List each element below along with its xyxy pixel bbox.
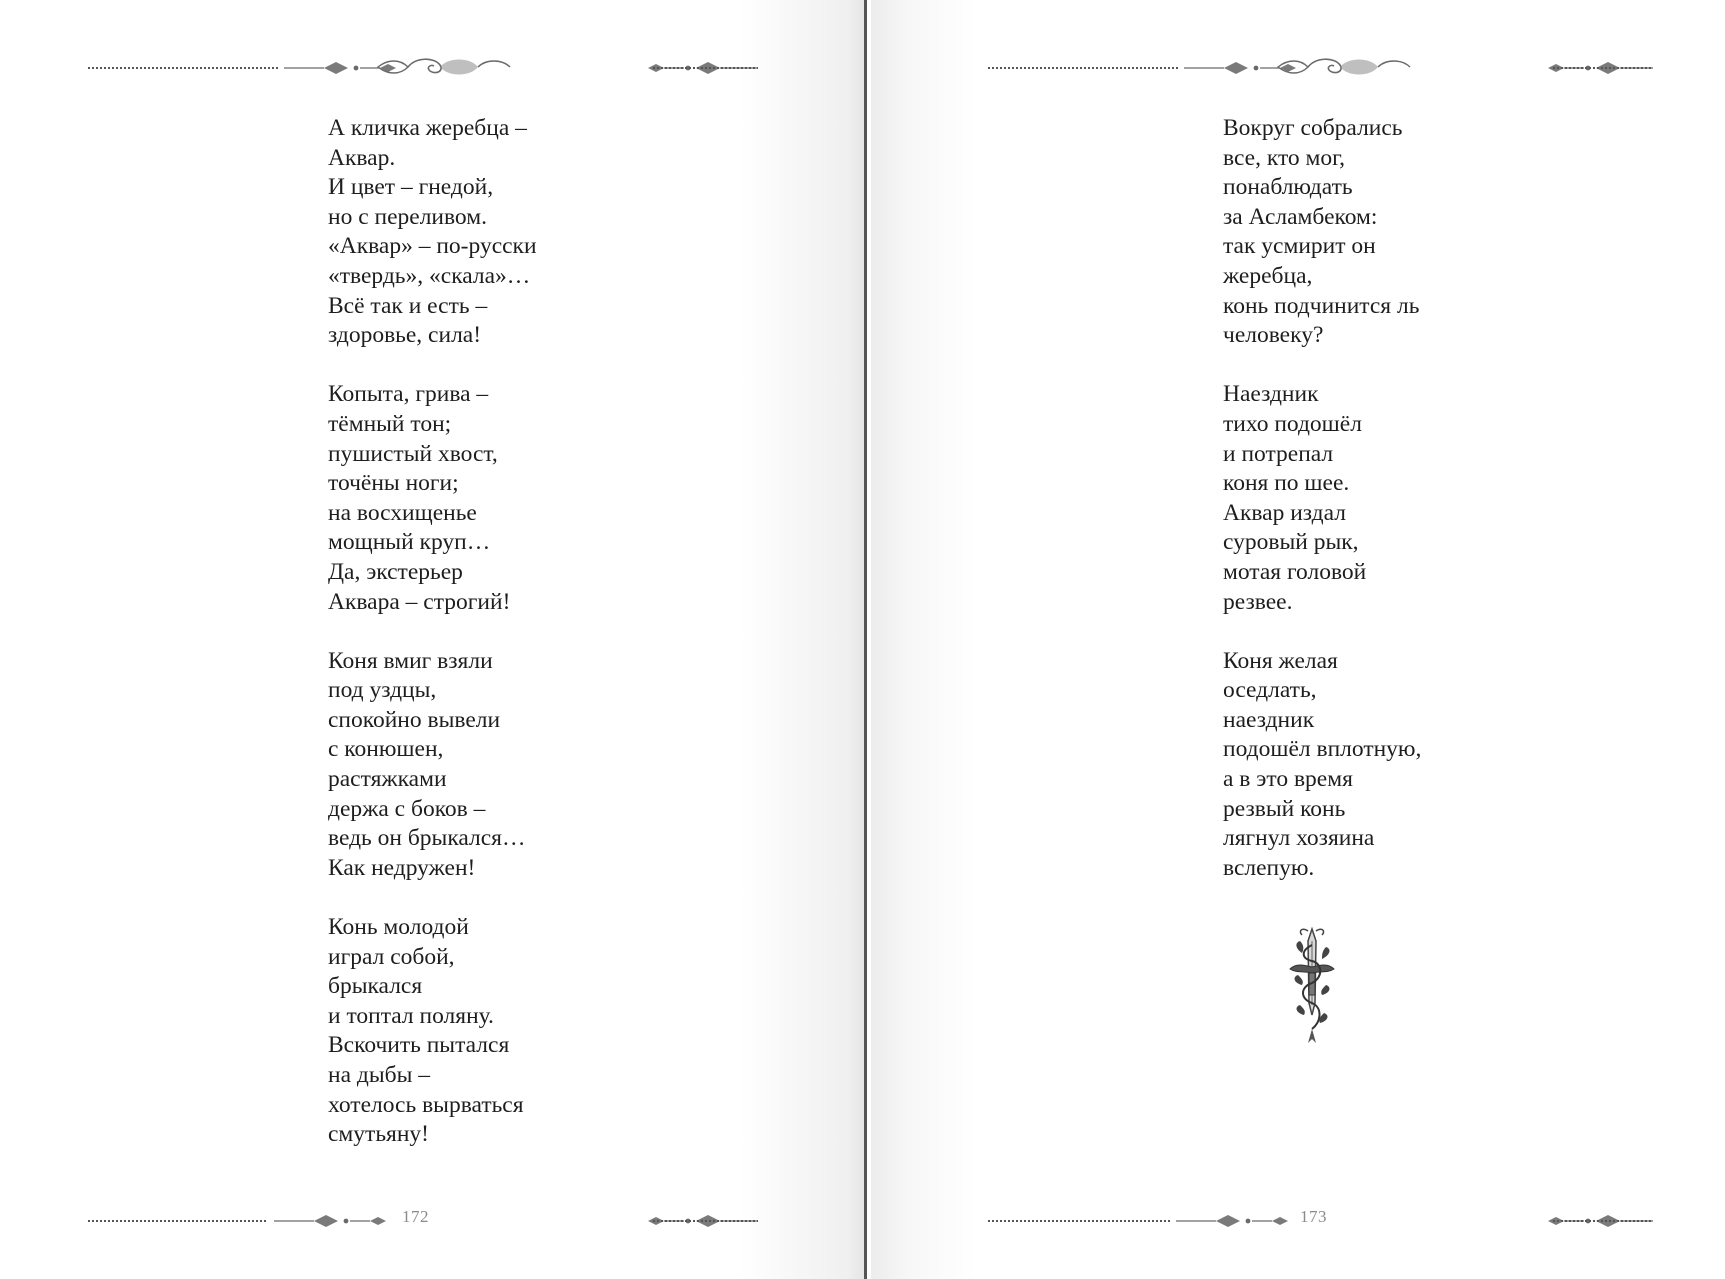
poem-line: жеребца, (1223, 262, 1313, 289)
poem-line: И цвет – гнедой, (328, 174, 494, 201)
poem-line: на дыбы – (328, 1062, 430, 1088)
poem-line: Аквара – строгий! (328, 588, 511, 615)
poem-line: А кличка жеребца – (328, 115, 527, 141)
stanza-break (1223, 351, 1421, 381)
stanza-break (328, 883, 537, 913)
poem-line: резвее. (1223, 588, 1293, 615)
poem-line: брыкался (328, 973, 423, 1000)
poem-line: тёмный тон; (328, 410, 452, 437)
poem-line: Как недружен! (328, 854, 476, 881)
poem-line: Вокруг собрались (1223, 115, 1403, 141)
poem-line: Коня желая (1223, 647, 1338, 674)
poem-line: наездник (1223, 706, 1315, 733)
poem-line: Да, экстерьер (328, 558, 463, 585)
poem-line: за Асламбеком: (1223, 203, 1378, 230)
poem-line: с конюшен, (328, 736, 444, 763)
poem-line: растяжками (328, 766, 447, 793)
poem-line: а в это время (1223, 766, 1353, 793)
poem-line: и потрепал (1223, 440, 1334, 467)
poem-line: играл собой, (328, 943, 455, 970)
poem-line: хотелось вырваться (328, 1091, 524, 1118)
poem-text-left (328, 114, 537, 1150)
poem-line: человеку? (1223, 322, 1324, 349)
poem-line: резвый конь (1223, 795, 1346, 822)
poem-line: смутьяну! (328, 1121, 429, 1148)
poem-line: держа с боков – (328, 795, 486, 822)
poem-line: коня по шее. (1223, 470, 1350, 497)
poem-text-right (1223, 114, 1421, 883)
poem-line: Наездник (1223, 381, 1319, 408)
page-number-left: 172 (402, 1207, 429, 1226)
poem-line: Коня вмиг взяли (328, 647, 493, 674)
right-gutter-shadow (871, 0, 976, 1279)
poem-line: Аквар издал (1223, 499, 1346, 526)
poem-line: понаблюдать (1223, 174, 1353, 201)
poem-line: под уздцы, (328, 677, 437, 704)
poem-line: мотая головой (1223, 558, 1367, 585)
poem-line: Вскочить пытался (328, 1032, 510, 1059)
poem-line: Аквар. (328, 144, 396, 171)
poem-line: мощный круп… (328, 529, 491, 556)
poem-line: «Аквар» – по-русски (328, 233, 537, 260)
stanza-break (328, 351, 537, 381)
poem-line: так усмирит он (1223, 233, 1376, 260)
dagger-with-vine-icon (1282, 925, 1342, 1050)
poem-line: Копыта, грива – (328, 381, 489, 408)
poem-line: суровый рык, (1223, 529, 1359, 556)
poem-line: лягнул хозяина (1223, 825, 1375, 852)
poem-line: на восхищенье (328, 499, 477, 526)
page-number-right: 173 (1300, 1207, 1327, 1226)
poem-line: здоровье, сила! (328, 322, 482, 349)
poem-line: оседлать, (1223, 677, 1317, 704)
poem-line: ведь он брыкался… (328, 825, 526, 852)
poem-line: Всё так и есть – (328, 292, 488, 319)
left-gutter-shadow (740, 0, 866, 1279)
poem-line: но с переливом. (328, 203, 487, 230)
poem-line: спокойно вывели (328, 706, 501, 733)
stanza-break (328, 617, 537, 647)
header-ornament-icon (88, 55, 758, 79)
header-ornament-icon (988, 55, 1653, 79)
stanza-break (1223, 617, 1421, 647)
poem-line: подошёл вплотную, (1223, 736, 1422, 763)
poem-line: все, кто мог, (1223, 144, 1346, 171)
poem-line: «твердь», «скала»… (328, 262, 531, 289)
poem-line: Конь молодой (328, 914, 469, 941)
poem-line: и топтал поляну. (328, 1002, 494, 1029)
book-spine (864, 0, 867, 1279)
poem-line: конь подчинится ль (1223, 292, 1420, 319)
poem-line: точёны ноги; (328, 470, 459, 497)
poem-line: пушистый хвост, (328, 440, 498, 467)
poem-line: вслепую. (1223, 854, 1315, 881)
poem-line: тихо подошёл (1223, 410, 1362, 437)
